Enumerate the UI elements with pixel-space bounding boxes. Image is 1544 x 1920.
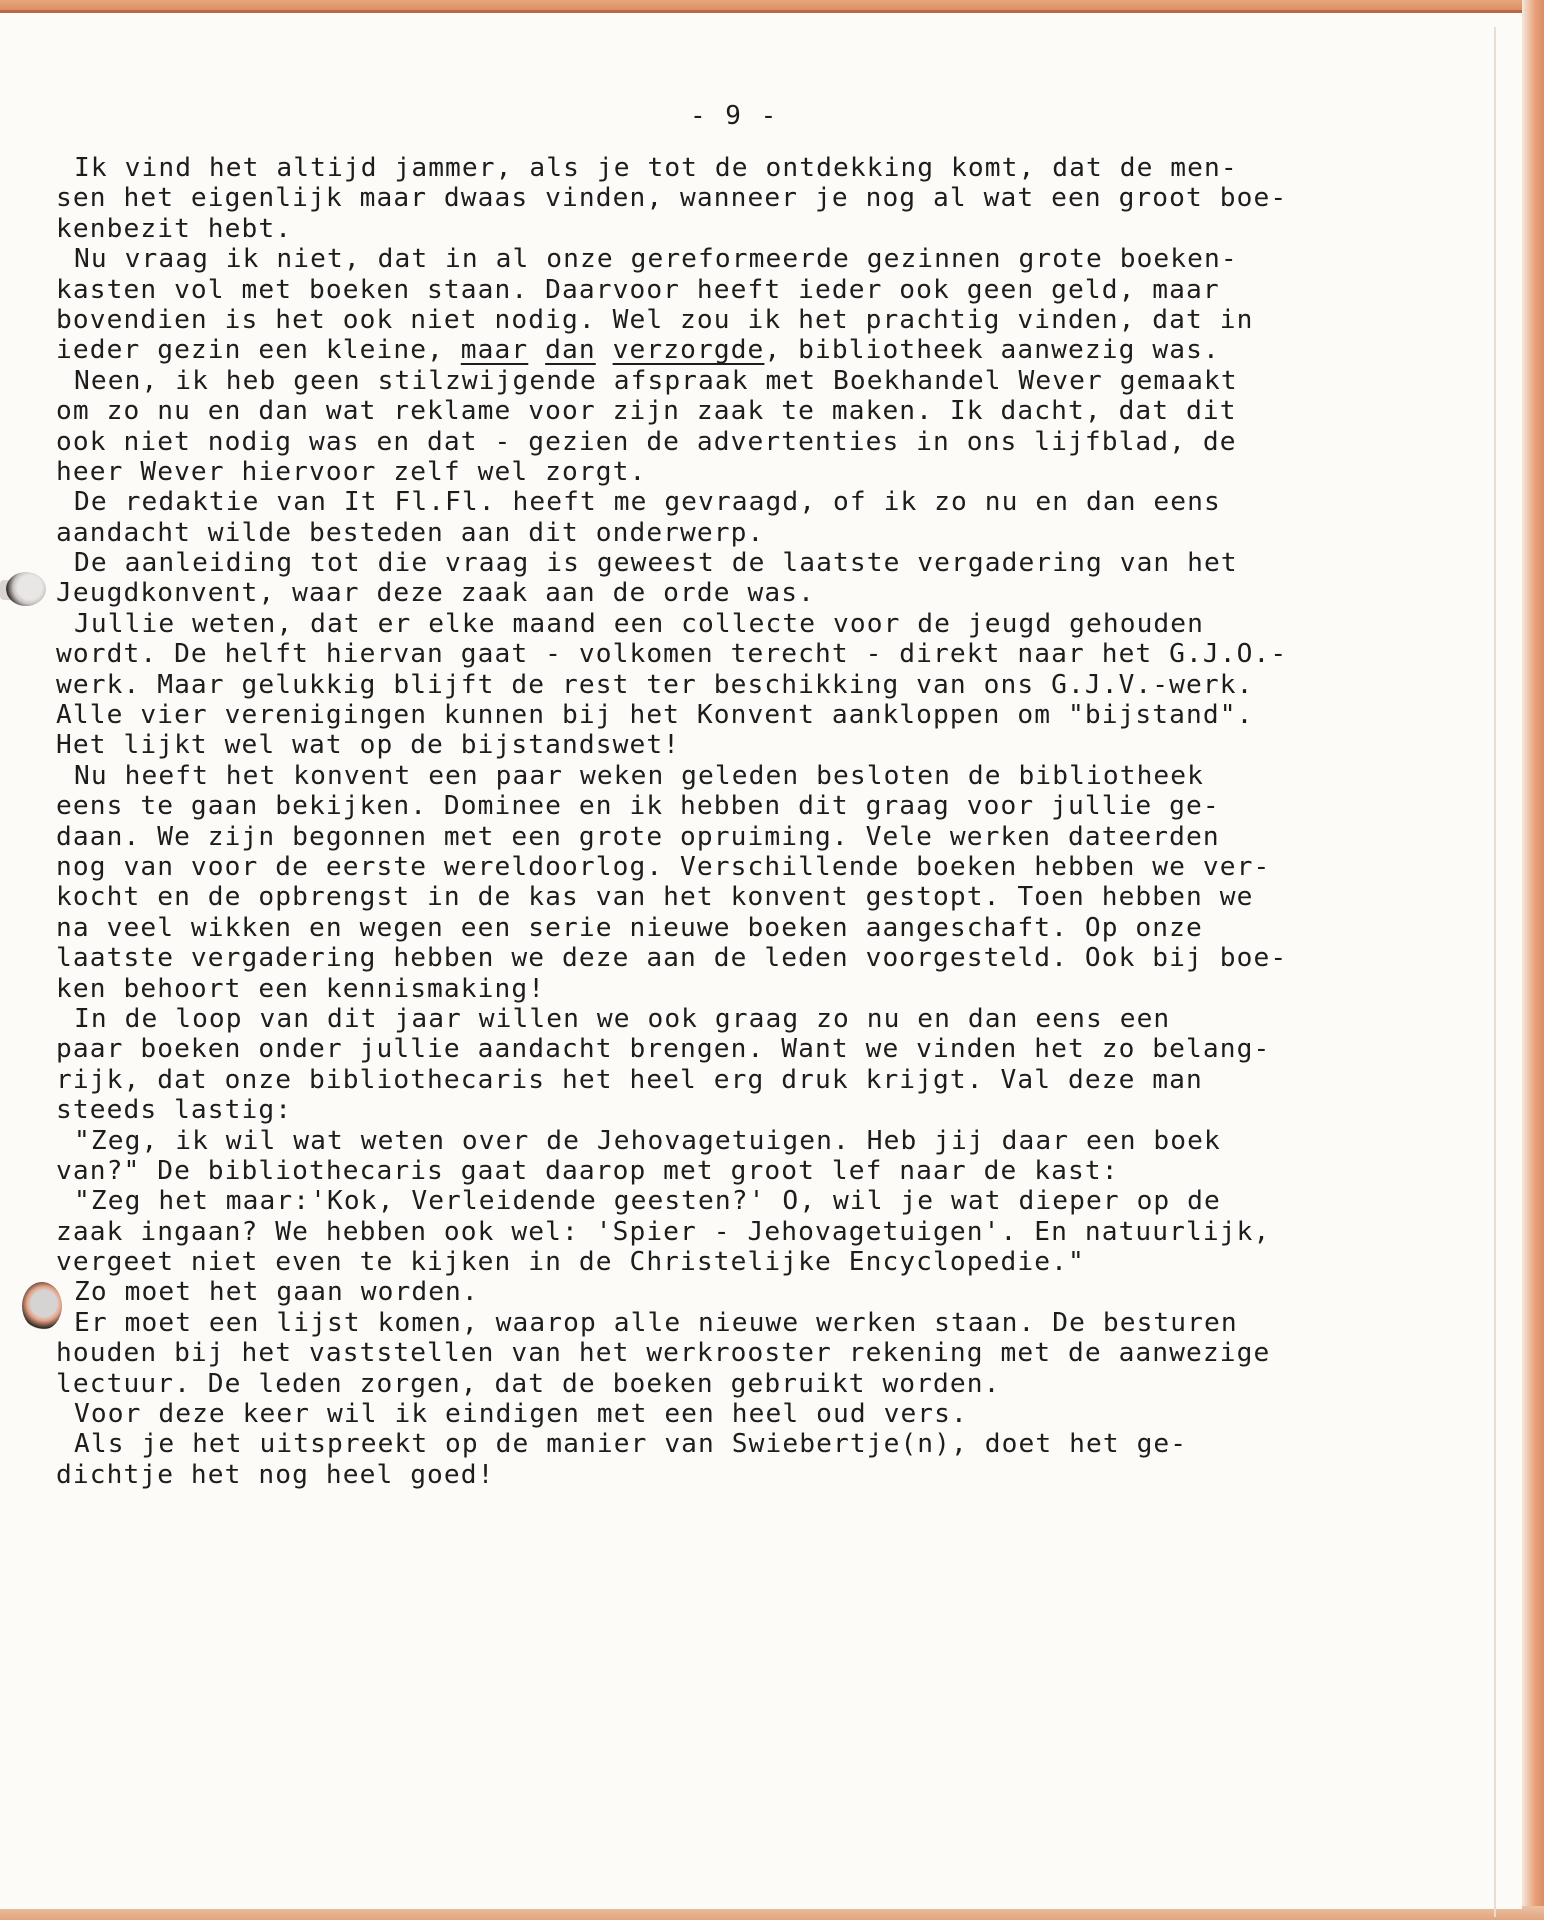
paragraph [56,244,1476,366]
text-line: De redaktie van It Fl.Fl. heeft me gevraagd, of ik zo nu en dan eens [74,487,1221,518]
text-line: kenbezit hebt. [56,213,293,244]
paragraph [56,609,1476,761]
paragraph [56,761,1476,1004]
text-line: ken behoort een kennismaking! [56,973,546,1004]
underlined-word: verzorgde [612,335,765,366]
text-line: na veel wikken en wegen een serie nieuwe boeken aangeschaft. Op onze [56,912,1203,943]
text-line: De aanleiding tot die vraag is geweest de laatste vergadering van het [74,548,1238,579]
text-line: "Zeg, ik wil wat weten over de Jehovagetuigen. Heb jij daar een boek [74,1125,1221,1156]
paragraph [56,1277,1476,1307]
text-line: "Zeg het maar:'Kok, Verleidende geesten?' O, wil je wat dieper op de [74,1186,1221,1217]
page-edge-line [1494,27,1496,1917]
text-line: aandacht wilde besteden aan dit onderwerp. [56,517,765,548]
text-line: Nu vraag ik niet, dat in al onze gereformeerde gezinnen grote boeken- [74,244,1238,275]
text-line: werk. Maar gelukkig blijft de rest ter beschikking van ons G.J.V.-werk. [56,669,1254,700]
paragraph [56,1186,1476,1277]
text-line: sen het eigenlijk maar dwaas vinden, wanneer je nog al wat een groot boe- [56,183,1288,214]
text-line: eens te gaan bekijken. Dominee en ik hebben dit graag voor jullie ge- [56,791,1220,822]
text-line: lectuur. De leden zorgen, dat de boeken gebruikt worden. [56,1368,1001,1399]
text-line: dichtje het nog heel goed! [56,1459,495,1490]
text-line: Ik vind het altijd jammer, als je tot de ontdekking komt, dat de men- [74,153,1238,183]
text-line: rijk, dat onze bibliothecaris het heel erg druk krijgt. Val deze man [56,1064,1203,1095]
document-page [0,10,1522,1909]
text-line: Alle vier verenigingen kunnen bij het Konvent aankloppen om "bijstand". [56,700,1254,731]
text-line: Het lijkt wel wat op de bijstandswet! [56,730,681,761]
paragraph [56,548,1476,609]
text-line: ook niet nodig was en dat - gezien de advertenties in ons lijfblad, de [56,426,1237,457]
paragraph [56,1004,1476,1126]
text-line: daan. We zijn begonnen met een grote opruiming. Vele werken dateerden [56,821,1220,852]
text-line: Er moet een lijst komen, waarop alle nieuwe werken staan. De besturen [74,1307,1238,1338]
text-line: laatste vergadering hebben we deze aan de leden voorgesteld. Ook bij boe- [56,943,1288,974]
text-line: kocht en de opbrengst in de kas van het konvent gestopt. Toen hebben we [56,882,1254,913]
body-text [56,153,1476,1490]
binding-hole-icon [22,1282,62,1330]
text-line: bovendien is het ook niet nodig. Wel zou ik het prachtig vinden, dat in [56,304,1254,335]
text-line: heer Wever hiervoor zelf wel zorgt. [56,456,647,487]
text-line: van?" De bibliothecaris gaat daarop met groot lef naar de kast: [56,1155,1119,1186]
paragraph [56,487,1476,548]
text-line: Zo moet het gaan worden. [74,1277,479,1308]
paragraph [56,366,1476,488]
underlined-word: maar [460,335,529,366]
paragraph [56,1126,1476,1187]
text-line: zaak ingaan? We hebben ook wel: 'Spier - Jehovagetuigen'. En natuurlijk, [56,1216,1271,1247]
text-line: In de loop van dit jaar willen we ook graag zo nu en dan eens een [74,1003,1171,1034]
text-line: Als je het uitspreekt op de manier van Swiebertje(n), doet het ge- [74,1429,1188,1460]
text-line: vergeet niet even te kijken in de Christelijke Encyclopedie." [56,1247,1085,1278]
paragraph [56,1429,1476,1490]
text-line: houden bij het vaststellen van het werkrooster rekening met de aanwezige [56,1338,1271,1369]
text-line: Jeugdkonvent, waar deze zaak aan de orde was. [56,578,815,609]
page-number: - 9 - [690,101,779,131]
text-line: nog van voor de eerste wereldoorlog. Verschillende boeken hebben we ver- [56,851,1271,882]
paragraph [56,1308,1476,1399]
text-line: kasten vol met boeken staan. Daarvoor heeft ieder ook geen geld, maar [56,274,1220,305]
text-line: om zo nu en dan wat reklame voor zijn zaak te maken. Ik dacht, dat dit [56,396,1237,427]
binding-hole-icon [6,572,46,606]
text-line: Neen, ik heb geen stilzwijgende afspraak met Boekhandel Wever gemaakt [74,365,1238,396]
text-line: Nu heeft het konvent een paar weken geleden besloten de bibliotheek [74,760,1205,791]
text-line: Voor deze keer wil ik eindigen met een heel oud vers. [74,1399,968,1430]
text-line: ieder gezin een kleine, maar dan verzorgde, bibliotheek aanwezig was. [56,335,1220,366]
paragraph [56,153,1476,244]
paragraph [56,1399,1476,1429]
text-line: steeds lastig: [56,1095,293,1126]
text-line: Jullie weten, dat er elke maand een collecte voor de jeugd gehouden [74,608,1205,639]
text-line: paar boeken onder jullie aandacht brengen. Want we vinden het zo belang- [56,1034,1271,1065]
cover-right-edge [1522,0,1544,1920]
underlined-word: dan [545,335,596,366]
text-line: wordt. De helft hiervan gaat - volkomen terecht - direkt naar het G.J.O.- [56,639,1288,670]
